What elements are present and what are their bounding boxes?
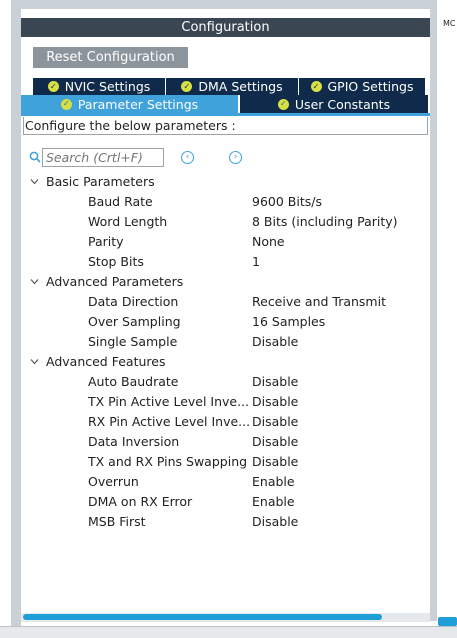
right-pane-scrollbar[interactable]	[438, 617, 457, 626]
param-row[interactable]	[21, 492, 430, 512]
tab-label: Parameter Settings	[77, 96, 199, 112]
group-label: Advanced Parameters	[46, 274, 184, 289]
param-name: Over Sampling	[88, 314, 181, 329]
group-advanced-features[interactable]	[21, 352, 430, 372]
chevron-down-icon[interactable]	[30, 177, 39, 186]
param-value[interactable]: None	[252, 234, 285, 249]
check-circle-icon: ✓	[61, 99, 72, 110]
param-value[interactable]: 8 Bits (including Parity)	[252, 214, 398, 229]
param-name: TX Pin Active Level Inve...	[88, 394, 250, 409]
tab-underline	[21, 113, 430, 116]
reset-configuration-button[interactable]: Reset Configuration	[33, 47, 188, 68]
param-value[interactable]: Disable	[252, 414, 299, 429]
param-row[interactable]	[21, 192, 430, 212]
parameter-tree	[21, 172, 430, 532]
param-row[interactable]	[21, 252, 430, 272]
param-row[interactable]	[21, 512, 430, 532]
tab-label: User Constants	[294, 96, 391, 112]
tab-dma-settings[interactable]	[166, 78, 299, 95]
param-name: Parity	[88, 234, 124, 249]
chevron-left-circle-icon[interactable]: ‹	[181, 151, 194, 164]
param-value[interactable]: Disable	[252, 334, 299, 349]
frame-bottom	[0, 626, 457, 638]
tab-gpio-settings[interactable]	[299, 78, 425, 95]
param-row[interactable]	[21, 392, 430, 412]
param-row[interactable]	[21, 472, 430, 492]
param-name: Baud Rate	[88, 194, 153, 209]
param-row[interactable]	[21, 312, 430, 332]
param-name: Stop Bits	[88, 254, 144, 269]
check-circle-icon: ✓	[48, 81, 59, 92]
group-label: Advanced Features	[46, 354, 166, 369]
check-circle-icon: ✓	[278, 99, 289, 110]
tab-label: DMA Settings	[198, 79, 283, 94]
search-icon	[29, 151, 41, 163]
right-pane	[437, 9, 457, 621]
param-value[interactable]: Receive and Transmit	[252, 294, 386, 309]
param-name: TX and RX Pins Swapping	[88, 454, 248, 469]
chevron-down-icon[interactable]	[30, 277, 39, 286]
group-basic-parameters[interactable]	[21, 172, 430, 192]
param-value[interactable]: Disable	[252, 394, 299, 409]
param-value[interactable]: Disable	[252, 434, 299, 449]
frame-top	[11, 0, 437, 9]
param-name: Word Length	[88, 214, 168, 229]
param-row[interactable]	[21, 452, 430, 472]
chevron-down-icon[interactable]	[30, 357, 39, 366]
tab-user-constants[interactable]	[238, 95, 428, 113]
param-name: Single Sample	[88, 334, 178, 349]
tab-label: GPIO Settings	[327, 79, 414, 94]
param-row[interactable]	[21, 372, 430, 392]
panel-title: Configuration	[21, 18, 430, 37]
param-name: Overrun	[88, 474, 139, 489]
param-name: DMA on RX Error	[88, 494, 193, 509]
param-name: Auto Baudrate	[88, 374, 179, 389]
param-row[interactable]	[21, 332, 430, 352]
tab-bar-top	[33, 78, 425, 95]
param-value[interactable]: 16 Samples	[252, 314, 326, 329]
param-row[interactable]	[21, 232, 430, 252]
param-name: Data Direction	[88, 294, 179, 309]
param-value[interactable]: 9600 Bits/s	[252, 194, 322, 209]
horizontal-scrollbar-thumb[interactable]	[23, 614, 382, 620]
param-row[interactable]	[21, 212, 430, 232]
frame-right	[430, 9, 437, 621]
group-label: Basic Parameters	[46, 174, 155, 189]
param-row[interactable]	[21, 412, 430, 432]
search-input[interactable]	[42, 148, 164, 167]
param-value[interactable]: Disable	[252, 374, 299, 389]
tab-label: NVIC Settings	[64, 79, 151, 94]
param-value[interactable]: Enable	[252, 474, 295, 489]
param-row[interactable]	[21, 432, 430, 452]
check-circle-icon: ✓	[311, 81, 322, 92]
tab-nvic-settings[interactable]	[33, 78, 166, 95]
configuration-panel	[21, 9, 430, 626]
chevron-right-circle-icon[interactable]: ›	[229, 151, 242, 164]
check-circle-icon: ✓	[181, 81, 192, 92]
tab-bar-bottom	[21, 95, 430, 113]
param-name: RX Pin Active Level Inve...	[88, 414, 251, 429]
param-value[interactable]: Enable	[252, 494, 295, 509]
tab-parameter-settings[interactable]	[21, 95, 238, 113]
group-advanced-parameters[interactable]	[21, 272, 430, 292]
param-value[interactable]: 1	[252, 254, 260, 269]
side-pane-label: MC	[443, 19, 456, 28]
param-name: MSB First	[88, 514, 146, 529]
instruction-text: Configure the below parameters :	[23, 117, 428, 135]
param-value[interactable]: Disable	[252, 454, 299, 469]
param-row[interactable]	[21, 292, 430, 312]
param-name: Data Inversion	[88, 434, 180, 449]
param-value[interactable]: Disable	[252, 514, 299, 529]
frame-left	[11, 0, 21, 626]
